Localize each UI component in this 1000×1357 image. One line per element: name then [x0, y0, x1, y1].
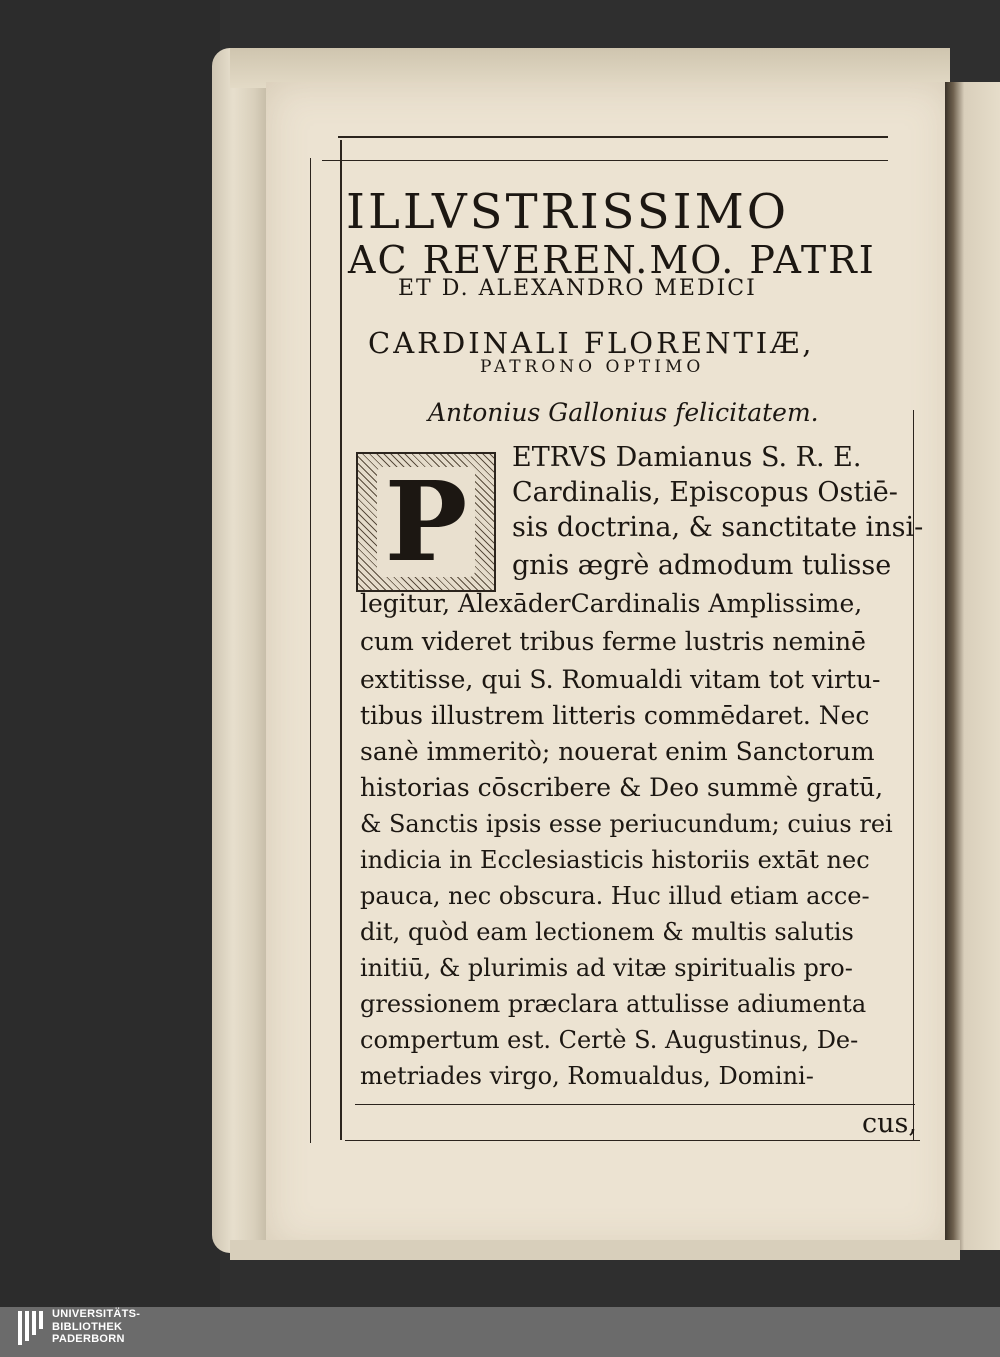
library-logo-text [52, 1308, 140, 1346]
dedication-heading-line2: AC REVEREN.MO. PATRI [348, 238, 876, 282]
dedication-heading-line3: ET D. ALEXANDRO MEDICI [398, 276, 757, 301]
body-line: legitur, AlexāderCardinalis Amplissime, [360, 589, 863, 618]
body-line: gressionem præclara attulisse adiumenta [360, 990, 867, 1018]
body-line: Cardinalis, Episcopus Ostiē- [512, 477, 898, 508]
dedication-heading-line5: PATRONO OPTIMO [480, 357, 705, 377]
body-line: dit, quòd eam lectionem & multis salutis [360, 918, 854, 946]
body-line: compertum est. Certè S. Augustinus, De- [360, 1026, 859, 1054]
facing-page-edge [945, 82, 1000, 1250]
author-greeting: Antonius Gallonius felicitatem. [428, 398, 819, 427]
initial-letter: P [377, 467, 476, 577]
catchword: cus, [862, 1108, 917, 1139]
frame-rule-top [338, 136, 888, 138]
body-line: & Sanctis ipsis esse periucundum; cuius rei [360, 810, 893, 838]
dedication-heading-line4: CARDINALI FLORENTIÆ, [368, 326, 815, 360]
body-line: historias cōscribere & Deo summè gratū, [360, 773, 884, 802]
body-line: extitisse, qui S. Romualdi vitam tot virtu- [360, 665, 881, 694]
body-line: ETRVS Damianus S. R. E. [512, 442, 862, 473]
body-line: initiū, & plurimis ad vitæ spiritualis pro- [360, 954, 853, 982]
frame-rule-left-outer [310, 158, 311, 1143]
body-line: sanè immeritò; nouerat enim Sanctorum [360, 737, 875, 766]
dedication-heading-line1: ILLVSTRISSIMO [346, 184, 790, 240]
frame-rule-bottom-outer [345, 1140, 920, 1141]
body-line: gnis ægrè admodum tulisse [512, 550, 892, 581]
logo-line: UNIVERSITÄTS- [52, 1308, 141, 1320]
decorated-initial [356, 452, 496, 592]
frame-rule-left [340, 140, 342, 1140]
book-bottom-edge [230, 1240, 960, 1260]
body-line: tibus illustrem litteris commēdaret. Nec [360, 701, 870, 730]
frame-rule-bottom [355, 1104, 915, 1105]
footer-bar [0, 1307, 1000, 1357]
body-line: indicia in Ecclesiasticis historiis extāt nec [360, 846, 870, 874]
book-binding [212, 48, 272, 1253]
frame-rule-top-inner [322, 160, 888, 161]
body-line: sis doctrina, & sanctitate insi- [512, 512, 924, 543]
body-line: cum videret tribus ferme lustris neminē [360, 627, 866, 656]
logo-line: BIBLIOTHEK [52, 1320, 123, 1333]
body-line: metriades virgo, Romualdus, Domini- [360, 1062, 814, 1090]
body-line: pauca, nec obscura. Huc illud etiam acce- [360, 882, 870, 910]
library-logo-icon [18, 1311, 44, 1351]
scan-background [0, 0, 220, 1307]
logo-line: PADERBORN [52, 1333, 125, 1345]
